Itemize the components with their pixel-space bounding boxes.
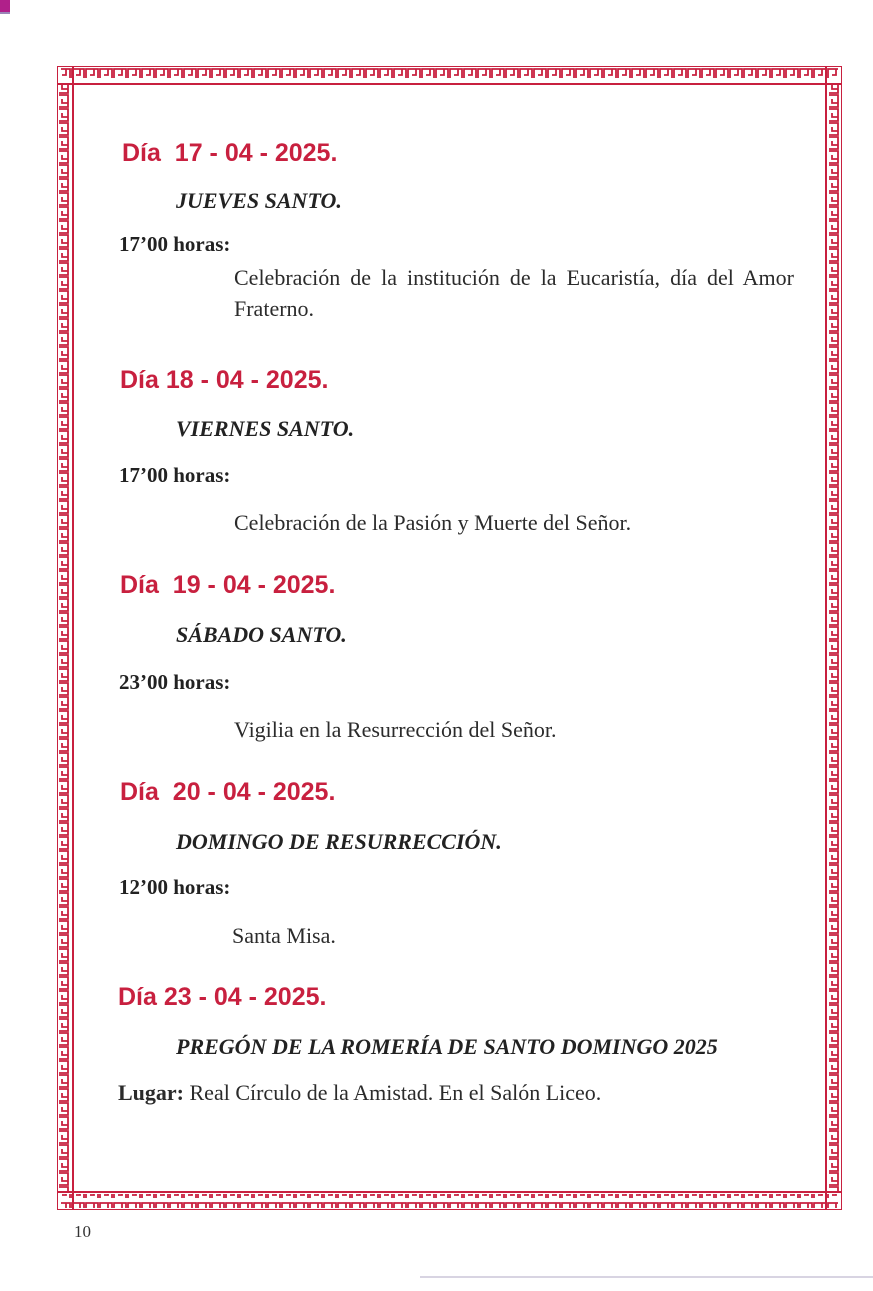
day-title: DOMINGO DE RESURRECCIÓN. [176, 829, 502, 854]
event-description: Celebración de la Pasión y Muerte del Señor. [234, 510, 632, 535]
day-heading: Día 18 - 04 - 2025. [120, 366, 329, 394]
event-description: Vigilia en la Resurrección del Señor. [234, 717, 557, 742]
event-description: Celebración de la institución de la Eucaristía, día del Amor Fraterno. [234, 265, 794, 321]
time-label: 17’00 horas: [119, 232, 231, 256]
event-place [118, 1080, 601, 1106]
place-text: Real Círculo de la Amistad. En el Salón Liceo. [184, 1080, 602, 1105]
day-title: SÁBADO SANTO. [176, 622, 347, 647]
day-heading: Día 20 - 04 - 2025. [120, 778, 336, 806]
time-label: 23’00 horas: [119, 670, 231, 694]
day-title: PREGÓN DE LA ROMERÍA DE SANTO DOMINGO 2025 [176, 1034, 718, 1059]
day-heading: Día 17 - 04 - 2025. [122, 139, 338, 167]
day-heading: Día 23 - 04 - 2025. [118, 983, 327, 1011]
bottom-divider [420, 1276, 873, 1278]
time-label: 12’00 horas: [119, 875, 231, 899]
place-label: Lugar: [118, 1080, 184, 1105]
event-description: Santa Misa. [232, 923, 336, 948]
time-label: 17’00 horas: [119, 463, 231, 487]
day-heading: Día 19 - 04 - 2025. [120, 571, 336, 599]
page-number: 10 [74, 1222, 91, 1241]
day-title: VIERNES SANTO. [176, 416, 355, 441]
day-title: JUEVES SANTO. [176, 188, 342, 213]
